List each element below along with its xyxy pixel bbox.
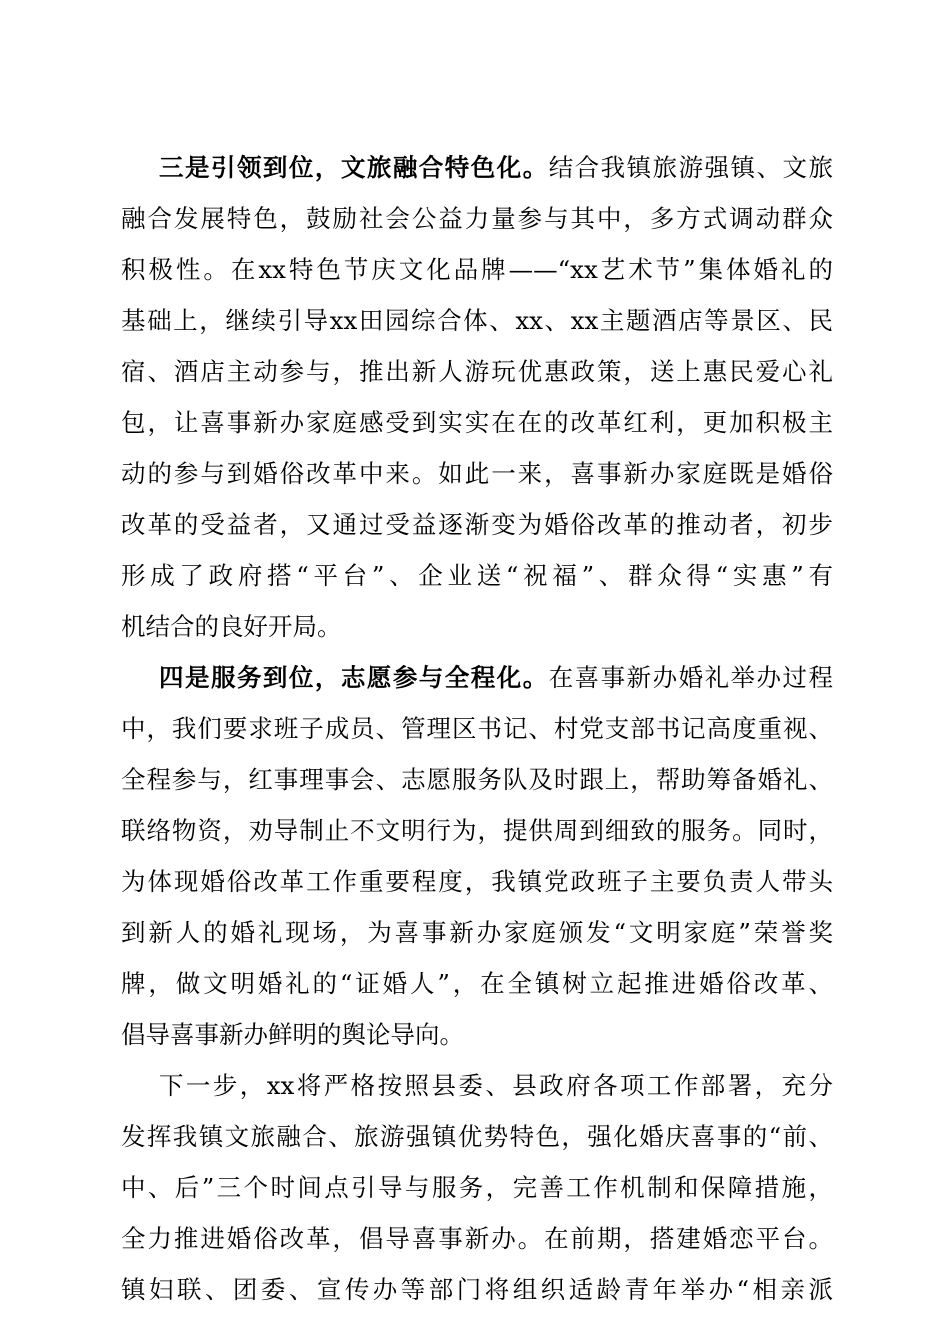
paragraph-line: 包，让喜事新办家庭感受到实实在在的改革红利，更加积极主 — [121, 408, 833, 437]
paragraph-line: 联络物资，劝导制止不文明行为，提供周到细致的服务。同时， — [121, 816, 833, 845]
paragraph-line: 到新人的婚礼现场，为喜事新办家庭颁发“文明家庭”荣誉奖 — [121, 918, 833, 947]
paragraph-line: 镇妇联、团委、宣传办等部门将组织适龄青年举办“相亲派 — [121, 1275, 833, 1304]
paragraph-line: 全力推进婚俗改革，倡导喜事新办。在前期，搭建婚恋平台。 — [121, 1224, 833, 1253]
paragraph-line: 改革的受益者，又通过受益逐渐变为婚俗改革的推动者，初步 — [121, 510, 833, 539]
paragraph-line — [121, 652, 833, 703]
paragraph-lead-heading: 三是引领到位，文旅融合特色化。 — [159, 153, 549, 182]
paragraph-text: 结合我镇旅游强镇、文旅 — [548, 153, 834, 182]
paragraph-line: 基础上，继续引导xx田园综合体、xx、xx主题酒店等景区、民 — [121, 306, 833, 335]
paragraph-line: 发挥我镇文旅融合、旅游强镇优势特色，强化婚庆喜事的“前、 — [121, 1122, 833, 1151]
paragraph-line: 中，我们要求班子成员、管理区书记、村党支部书记高度重视、 — [121, 714, 833, 743]
paragraph-line: 动的参与到婚俗改革中来。如此一来，喜事新办家庭既是婚俗 — [121, 459, 833, 488]
paragraph-line: 形成了政府搭“平台”、企业送“祝福”、群众得“实惠”有 — [121, 561, 833, 590]
paragraph-line: 倡导喜事新办鲜明的舆论导向。 — [121, 1020, 464, 1049]
paragraph-line: 宿、酒店主动参与，推出新人游玩优惠政策，送上惠民爱心礼 — [121, 357, 833, 386]
paragraph-line: 为体现婚俗改革工作重要程度，我镇党政班子主要负责人带头 — [121, 867, 833, 896]
document-body — [121, 142, 833, 1315]
paragraph-line — [121, 142, 833, 193]
paragraph-line: 融合发展特色，鼓励社会公益力量参与其中，多方式调动群众 — [121, 204, 833, 233]
paragraph-line: 机结合的良好开局。 — [121, 612, 342, 641]
paragraph-line: 积极性。在xx特色节庆文化品牌——“xx艺术节”集体婚礼的 — [121, 255, 833, 284]
paragraph-line: 中、后”三个时间点引导与服务，完善工作机制和保障措施， — [121, 1173, 833, 1202]
paragraph-text: 在喜事新办婚礼举办过程 — [548, 663, 834, 692]
paragraph-lead-heading: 四是服务到位，志愿参与全程化。 — [159, 663, 549, 692]
paragraph-line: 下一步，xx将严格按照县委、县政府各项工作部署，充分 — [159, 1071, 833, 1100]
paragraph-line: 全程参与，红事理事会、志愿服务队及时跟上，帮助筹备婚礼、 — [121, 765, 833, 794]
paragraph-line: 牌，做文明婚礼的“证婚人”，在全镇树立起推进婚俗改革、 — [121, 969, 833, 998]
